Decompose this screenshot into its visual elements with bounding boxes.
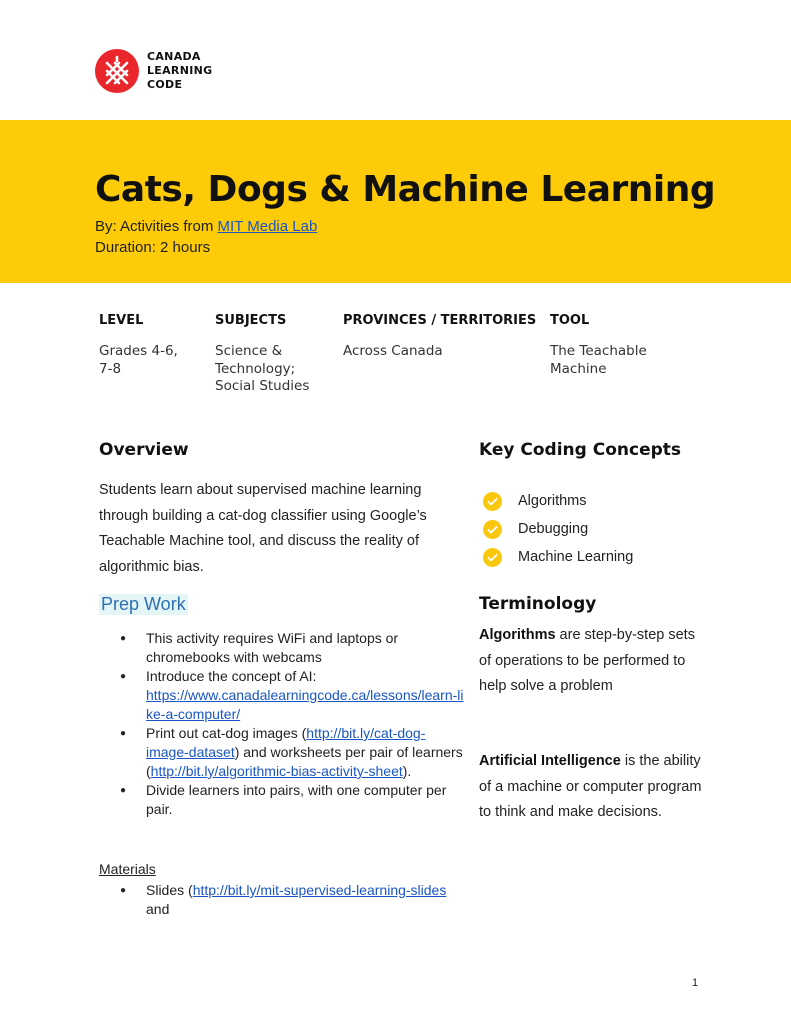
meta-provinces	[343, 313, 548, 361]
check-icon	[483, 492, 502, 511]
learn-like-a-computer-link[interactable]: https://www.canadalearningcode.ca/lessons/learn-like-a-computer/	[146, 687, 464, 722]
meta-tool-heading: TOOL	[550, 313, 590, 328]
list-item: ● Introduce the concept of AI: https://www.canadalearningcode.ca/lessons/learn-like-a-computer/	[120, 667, 465, 724]
prep-work-list	[120, 629, 465, 819]
slides-link[interactable]: http://bit.ly/mit-supervised-learning-slides	[192, 882, 447, 898]
logo-text: CANADA LEARNING CODE	[147, 50, 213, 91]
meta-tool-value: The Teachable Machine	[550, 343, 647, 377]
page-number: 1	[692, 977, 699, 989]
cat-dog-dataset-link[interactable]: http://bit.ly/cat-dog-image-dataset	[146, 725, 426, 760]
concepts-list	[483, 487, 633, 571]
meta-provinces-value: Across Canada	[343, 343, 443, 359]
overview-text: Students learn about supervised machine learning through building a cat-dog classifier using Google’s Teachable Machine tool, and discuss the reality of algorithmic bias.	[99, 482, 427, 575]
author-prefix: By: Activities from	[95, 218, 214, 235]
list-item: ● Slides (http://bit.ly/mit-supervised-learning-slides and	[120, 881, 465, 919]
algorithmic-bias-sheet-link[interactable]: http://bit.ly/algorithmic-bias-activity-sheet	[150, 763, 403, 779]
duration: Duration: 2 hours	[95, 239, 211, 256]
list-item: Debugging	[483, 515, 633, 543]
canada-learning-code-logo	[95, 49, 212, 93]
page-title: Cats, Dogs & Machine Learning	[95, 169, 716, 210]
title-banner	[0, 120, 791, 283]
term-ai-name: Artificial Intelligence	[479, 753, 621, 769]
logo-mark-icon	[95, 49, 139, 93]
list-item: ● This activity requires WiFi and laptops or chromebooks with webcams	[120, 629, 465, 667]
overview-heading: Overview	[99, 440, 189, 460]
meta-subjects	[215, 313, 335, 396]
term-algorithms-name: Algorithms	[479, 627, 556, 643]
mit-media-lab-link[interactable]: MIT Media Lab	[217, 218, 318, 235]
meta-provinces-heading: PROVINCES / TERRITORIES	[343, 313, 537, 328]
meta-subjects-heading: SUBJECTS	[215, 313, 287, 328]
meta-level	[99, 313, 209, 378]
list-item: Algorithms	[483, 487, 633, 515]
check-icon	[483, 548, 502, 567]
term-artificial-intelligence	[479, 749, 704, 826]
materials-heading: Materials	[99, 861, 156, 877]
term-algorithms	[479, 623, 704, 700]
prep-work-heading: Prep Work	[101, 594, 186, 614]
list-item: Machine Learning	[483, 543, 633, 571]
materials-list	[120, 881, 465, 919]
key-coding-concepts-heading: Key Coding Concepts	[479, 440, 682, 460]
meta-tool	[550, 313, 690, 378]
term-algorithms-definition: are step-by-step sets of operations to be performed to help solve a problem	[479, 627, 695, 694]
meta-level-heading: LEVEL	[99, 313, 144, 328]
meta-subjects-value: Science & Technology; Social Studies	[215, 343, 310, 394]
term-ai-definition: is the ability of a machine or computer program to think and make decisions.	[479, 753, 702, 820]
check-icon	[483, 520, 502, 539]
list-item: ● Print out cat-dog images (http://bit.ly/cat-dog-image-dataset) and worksheets per pair of learners (http://bit.ly/algorithmic-bias-activity-sheet).	[120, 724, 465, 781]
byline	[95, 216, 317, 258]
list-item: ● Divide learners into pairs, with one computer per pair.	[120, 781, 465, 819]
meta-level-value: Grades 4-6, 7-8	[99, 343, 178, 377]
terminology-heading: Terminology	[479, 594, 597, 614]
